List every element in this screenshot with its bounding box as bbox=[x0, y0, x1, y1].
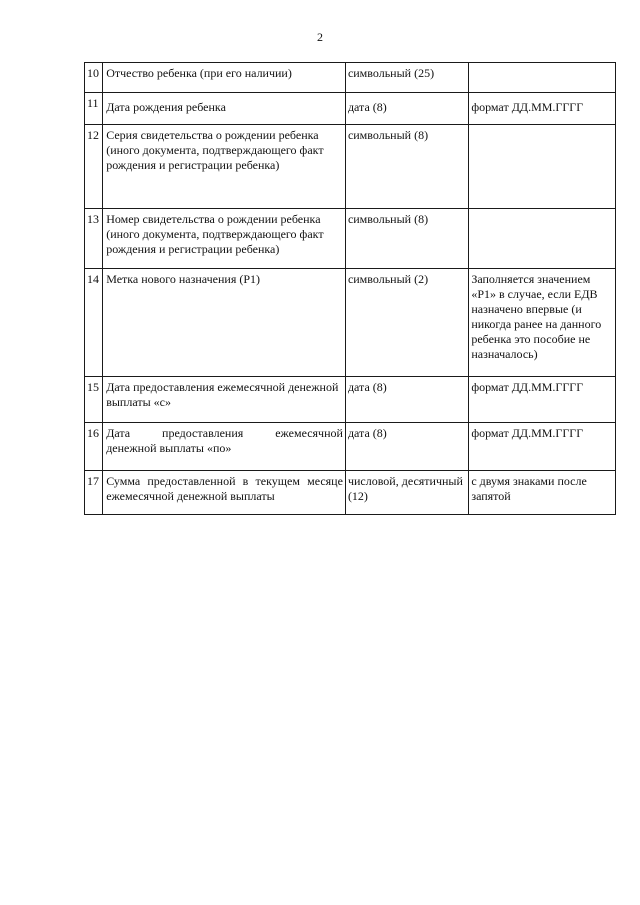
field-name bbox=[103, 471, 346, 515]
field-type: дата (8) bbox=[345, 93, 468, 125]
table-row bbox=[85, 63, 616, 93]
row-number: 15 bbox=[85, 377, 103, 423]
field-name: Дата рождения ребенка bbox=[103, 93, 346, 125]
row-number: 12 bbox=[85, 125, 103, 209]
field-name-line: денежной выплаты «по» bbox=[106, 441, 232, 455]
field-name: Дата предоставления ежемесячной денежной выплаты «с» bbox=[103, 377, 346, 423]
row-number: 11 bbox=[85, 93, 103, 125]
field-type: символьный (2) bbox=[345, 269, 468, 377]
row-number: 10 bbox=[85, 63, 103, 93]
table-row bbox=[85, 423, 616, 471]
field-spec-table bbox=[84, 62, 616, 515]
row-number: 13 bbox=[85, 209, 103, 269]
field-note: с двумя знаками после запятой bbox=[469, 471, 616, 515]
field-note: Заполняется значением «Р1» в случае, если ЕДВ назначено впервые (и никогда ранее на данного ребенка это пособие не назначалось) bbox=[469, 269, 616, 377]
table-row bbox=[85, 471, 616, 515]
field-name: Серия свидетельства о рождении ребенка (иного документа, подтверждающего факт рождения и регистрации ребенка) bbox=[103, 125, 346, 209]
field-note bbox=[469, 125, 616, 209]
field-name-line: ежемесячной денежной выплаты bbox=[106, 489, 275, 503]
table-row bbox=[85, 377, 616, 423]
field-type: дата (8) bbox=[345, 423, 468, 471]
field-note: формат ДД.ММ.ГГГГ bbox=[469, 93, 616, 125]
field-note: формат ДД.ММ.ГГГГ bbox=[469, 377, 616, 423]
field-name: Номер свидетельства о рождении ребенка (иного документа, подтверждающего факт рождения и регистрации ребенка) bbox=[103, 209, 346, 269]
field-note bbox=[469, 209, 616, 269]
page-number: 2 bbox=[317, 30, 323, 44]
field-name: Отчество ребенка (при его наличии) bbox=[103, 63, 346, 93]
row-number: 16 bbox=[85, 423, 103, 471]
row-number: 17 bbox=[85, 471, 103, 515]
field-name-line: Дата предоставления ежемесячной bbox=[106, 426, 343, 440]
table-row bbox=[85, 93, 616, 125]
field-note: формат ДД.ММ.ГГГГ bbox=[469, 423, 616, 471]
field-type: символьный (25) bbox=[345, 63, 468, 93]
field-type: символьный (8) bbox=[345, 209, 468, 269]
row-number: 14 bbox=[85, 269, 103, 377]
field-type: символьный (8) bbox=[345, 125, 468, 209]
table-row bbox=[85, 269, 616, 377]
field-type: дата (8) bbox=[345, 377, 468, 423]
table-row bbox=[85, 209, 616, 269]
field-name-line: Сумма предоставленной в текущем месяце bbox=[106, 474, 343, 488]
field-note bbox=[469, 63, 616, 93]
field-name: Метка нового назначения (Р1) bbox=[103, 269, 346, 377]
field-type: числовой, десятичный (12) bbox=[345, 471, 468, 515]
table-row bbox=[85, 125, 616, 209]
field-name bbox=[103, 423, 346, 471]
